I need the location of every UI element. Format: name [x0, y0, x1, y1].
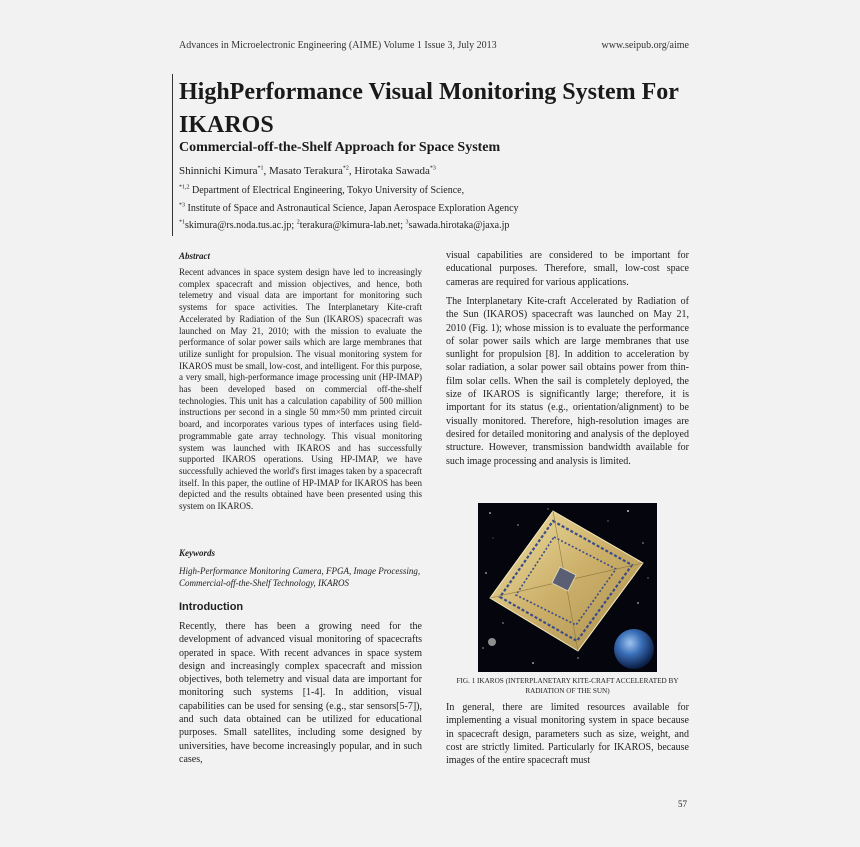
email-sup: *1	[179, 219, 185, 226]
author-sup: *2	[342, 165, 349, 172]
author-emails	[179, 220, 509, 231]
introduction-text: Recently, there has been a growing need for the development of advanced visual monitoring of spacecrafts operated in space. With recent advances in space system design and increasingly complex spacecraft and mission objectives, both telemetry and visual data are important for monitoring such systems [1-4]. In addition, visual capabilities can be used for sensing (e.g., star sensors[5-7]), and such data obtained can be utilized for educational purposes. Small satellites, including some designed by universities, have become increasingly popular, and in such cases,	[179, 621, 422, 765]
affiliation-text: Institute of Space and Astronautical Science, Japan Aerospace Exploration Agency	[187, 203, 519, 214]
paper-title: HighPerformance Visual Monitoring System For IKAROS	[179, 79, 679, 138]
keywords-text: High-Performance Monitoring Camera, FPGA, Image Processing, Commercial-off-the-Shelf Technology, IKAROS	[179, 566, 421, 588]
ikaros-illustration	[478, 503, 657, 672]
author-list: Shinnichi Kimura$^{*1}$, Masato Terakura$^{*2}$, Hirotaka Sawada$^{*3}$	[179, 165, 436, 177]
affiliation-sup: *3	[179, 202, 185, 209]
introduction-heading: Introduction	[179, 601, 244, 613]
email-sup: 3	[405, 219, 409, 226]
author-name: Masato Terakura	[269, 165, 343, 177]
page-number: 57	[678, 799, 687, 809]
affiliation-sup: *1,2	[179, 184, 190, 191]
abstract-heading: Abstract	[179, 251, 211, 261]
figure-caption: FIG. 1 IKAROS (INTERPLANETARY KITE-CRAFT ACCELERATED BY RADIATION OF THE SUN)	[456, 677, 679, 695]
earth	[614, 629, 654, 669]
keywords-heading: Keywords	[179, 548, 215, 558]
moon	[488, 638, 496, 646]
body-paragraph: visual capabilities are considered to be important for educational purposes. Therefore, small, low-cost space cameras are required for various applications.	[446, 250, 689, 288]
abstract-text: Recent advances in space system design have led to increasingly complex spacecraft and mission objectives, and hence, both telemetry and visual data are important for monitoring such systems for space activities. The Interplanetary Kite-craft Accelerated by Radiation of the Sun (IKAROS) spacecraft was launched on May 21, 2010; with the mission to evaluate the performance of solar power sails which are large membranes that utilize sunlight for propulsion. The visual monitoring system for IKAROS must be small, low-cost, and intelligent. For this purpose, a very small, high-performance image processing unit (HP-IMAP) has been developed based on commercial off-the-shelf technologies. This unit has a calculation capability of 500 million instructions per second in a single 50 mm×50 mm printed circuit board, and incorporates various types of interfaces using field-programmable gate array technology. This visual monitoring system was launched with IKAROS and has successfully supported IKAROS operations. Using HP-IMAP, we have successfully achieved the world's first images taken by a spacecraft itself. In this paper, the outline of HP-IMAP for IKAROS has been depicted and the results obtained have been presented using this system on IKAROS.	[179, 267, 422, 512]
email-text: sawada.hirotaka@jaxa.jp	[408, 220, 510, 231]
email-sup: 2	[296, 219, 300, 226]
journal-name: Advances in Microelectronic Engineering (AIME) Volume 1 Issue 3, July 2013	[179, 40, 497, 51]
journal-url: www.seipub.org/aime	[601, 40, 689, 51]
paper-subtitle: Commercial-off-the-Shelf Approach for Space System	[179, 140, 501, 155]
title-rule	[172, 74, 173, 236]
ikaros-figure	[478, 503, 657, 672]
author-name: Hirotaka Sawada	[354, 165, 430, 177]
author-sup: *3	[429, 165, 436, 172]
email-text: terakura@kimura-lab.net;	[299, 220, 406, 231]
author-sup: *1	[257, 165, 264, 172]
affiliation	[179, 203, 519, 214]
affiliation	[179, 185, 464, 196]
body-paragraph: The Interplanetary Kite-craft Accelerated by Radiation of the Sun (IKAROS) spacecraft was launched on May 21, 2010 (Fig. 1); whose mission is to evaluate the performance of solar power sails which are large membranes that use sunlight for propulsion [8]. In addition to acceleration by solar radiation, a solar power sail obtains power from thin-film solar cells. When the sail is completely deployed, the size of IKAROS is significantly large; therefore, it is important for its status (e.g., orientation/alignment) to be visually monitored. Therefore, high-resolution images are desired for detailed monitoring and analysis of the deployed structure. However, transmission bandwidth available for such image processing and analysis is limited.	[446, 296, 689, 467]
body-paragraph: In general, there are limited resources available for implementing a visual monitoring system in space because in spacecraft design, parameters such as size, weight, and cost are strictly limited. Particularly for IKAROS, because images of the entire spacecraft must	[446, 702, 689, 767]
author-name: Shinnichi Kimura	[179, 165, 258, 177]
email-text: skimura@rs.noda.tus.ac.jp;	[185, 220, 297, 231]
affiliation-text: Department of Electrical Engineering, Tokyo University of Science,	[192, 185, 465, 196]
